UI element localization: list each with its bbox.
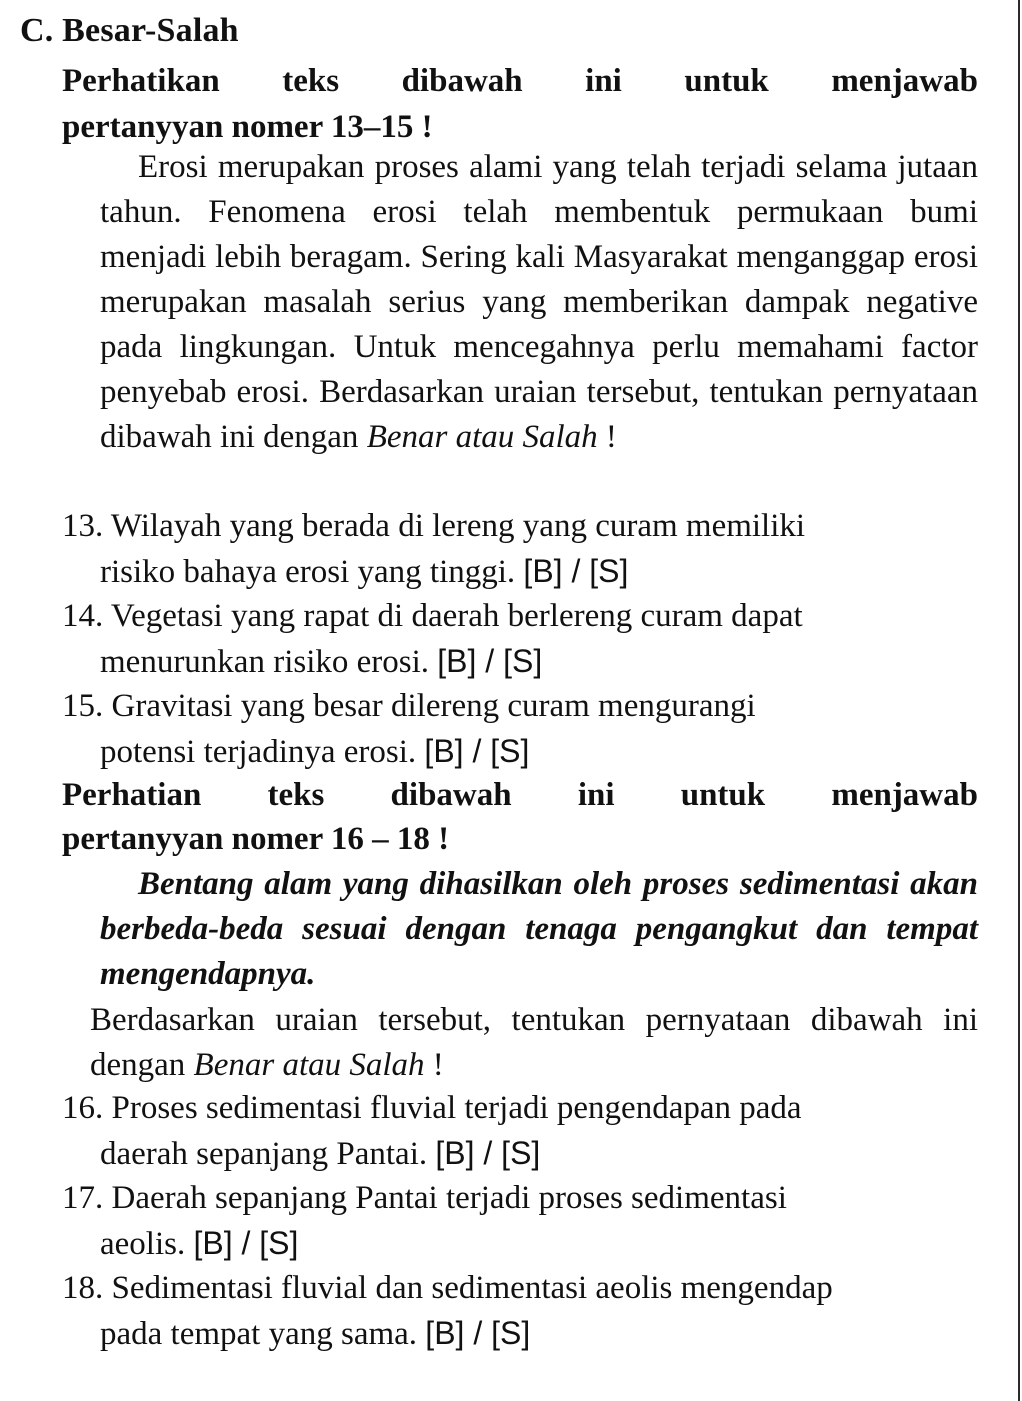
answer-choice-b-s[interactable]: [B] / [S]: [424, 733, 530, 769]
question-text-line2: pada tempat yang sama.: [100, 1316, 418, 1352]
question-text-line1: Gravitasi yang besar dilereng curam mengurangi: [111, 688, 756, 724]
question-number: 13.: [62, 508, 104, 544]
part2-paragraph-text: Berdasarkan uraian tersebut, tentukan pernyataan dibawah ini dengan: [90, 1002, 978, 1083]
part1-reading-paragraph: [100, 145, 978, 460]
question-text-line2: menurunkan risiko erosi.: [100, 644, 430, 680]
part2-instruction-line2: pertanyyan nomer 16 – 18 !: [62, 821, 450, 857]
part1-instruction-line1: Perhatikan teks dibawah ini untuk menjawab: [62, 63, 978, 99]
question-text-line1: Vegetasi yang rapat di daerah berlereng curam dapat: [110, 598, 803, 634]
part2-instruction-line1: Perhatian teks dibawah ini untuk menjawab: [62, 777, 978, 813]
part1-instruction-line2: pertanyyan nomer 13–15 !: [62, 109, 433, 145]
part2-paragraph-italic: Benar atau Salah: [193, 1047, 425, 1083]
question-number: 15.: [62, 688, 104, 724]
question-text-line2: risiko bahaya erosi yang tinggi.: [100, 554, 516, 590]
question-text-line2: potensi terjadinya erosi.: [100, 734, 417, 770]
page-edge-divider: [1018, 0, 1020, 1401]
question-18: [62, 1266, 978, 1357]
answer-choice-b-s[interactable]: [B] / [S]: [435, 1135, 541, 1171]
question-14: [62, 594, 978, 685]
question-number: 14.: [62, 598, 104, 634]
question-number: 17.: [62, 1180, 104, 1216]
question-text-line1: Proses sedimentasi fluvial terjadi pengendapan pada: [111, 1090, 802, 1126]
part2-instruction-paragraph: [90, 998, 978, 1088]
question-16: [62, 1086, 978, 1177]
question-15: [62, 684, 978, 775]
part1-paragraph-end: !: [597, 419, 617, 455]
question-text-line1: Sedimentasi fluvial dan sedimentasi aeolis mengendap: [111, 1270, 833, 1306]
part1-paragraph-text: Erosi merupakan proses alami yang telah terjadi selama jutaan tahun. Fenomena erosi telah membentuk permukaan bumi menjadi lebih beragam. Sering kali Masyarakat menganggap erosi merupakan masalah serius yang memberikan dampak negative pada lingkungan. Untuk mencegahnya perlu memahami factor penyebab erosi. Berdasarkan uraian tersebut, tentukan pernyataan dibawah ini dengan: [100, 149, 978, 455]
question-13: [62, 504, 978, 595]
question-text-line2: aeolis.: [100, 1226, 186, 1262]
question-17: [62, 1176, 978, 1267]
answer-choice-b-s[interactable]: [B] / [S]: [193, 1225, 299, 1261]
answer-choice-b-s[interactable]: [B] / [S]: [523, 553, 629, 589]
question-number: 18.: [62, 1270, 104, 1306]
part1-paragraph-italic: Benar atau Salah: [366, 419, 598, 455]
question-text-line1: Daerah sepanjang Pantai terjadi proses sedimentasi: [111, 1180, 787, 1216]
part2-paragraph-end: !: [424, 1047, 444, 1083]
part2-reading-passage: Bentang alam yang dihasilkan oleh proses sedimentasi akan berbeda-beda sesuai dengan tenaga pengangkut dan tempat mengendapnya.: [100, 866, 978, 992]
section-title: C. Besar-Salah: [20, 12, 239, 49]
question-number: 16.: [62, 1090, 104, 1126]
question-text-line1: Wilayah yang berada di lereng yang curam memiliki: [110, 508, 806, 544]
question-text-line2: daerah sepanjang Pantai.: [100, 1136, 428, 1172]
answer-choice-b-s[interactable]: [B] / [S]: [437, 643, 543, 679]
answer-choice-b-s[interactable]: [B] / [S]: [425, 1315, 531, 1351]
